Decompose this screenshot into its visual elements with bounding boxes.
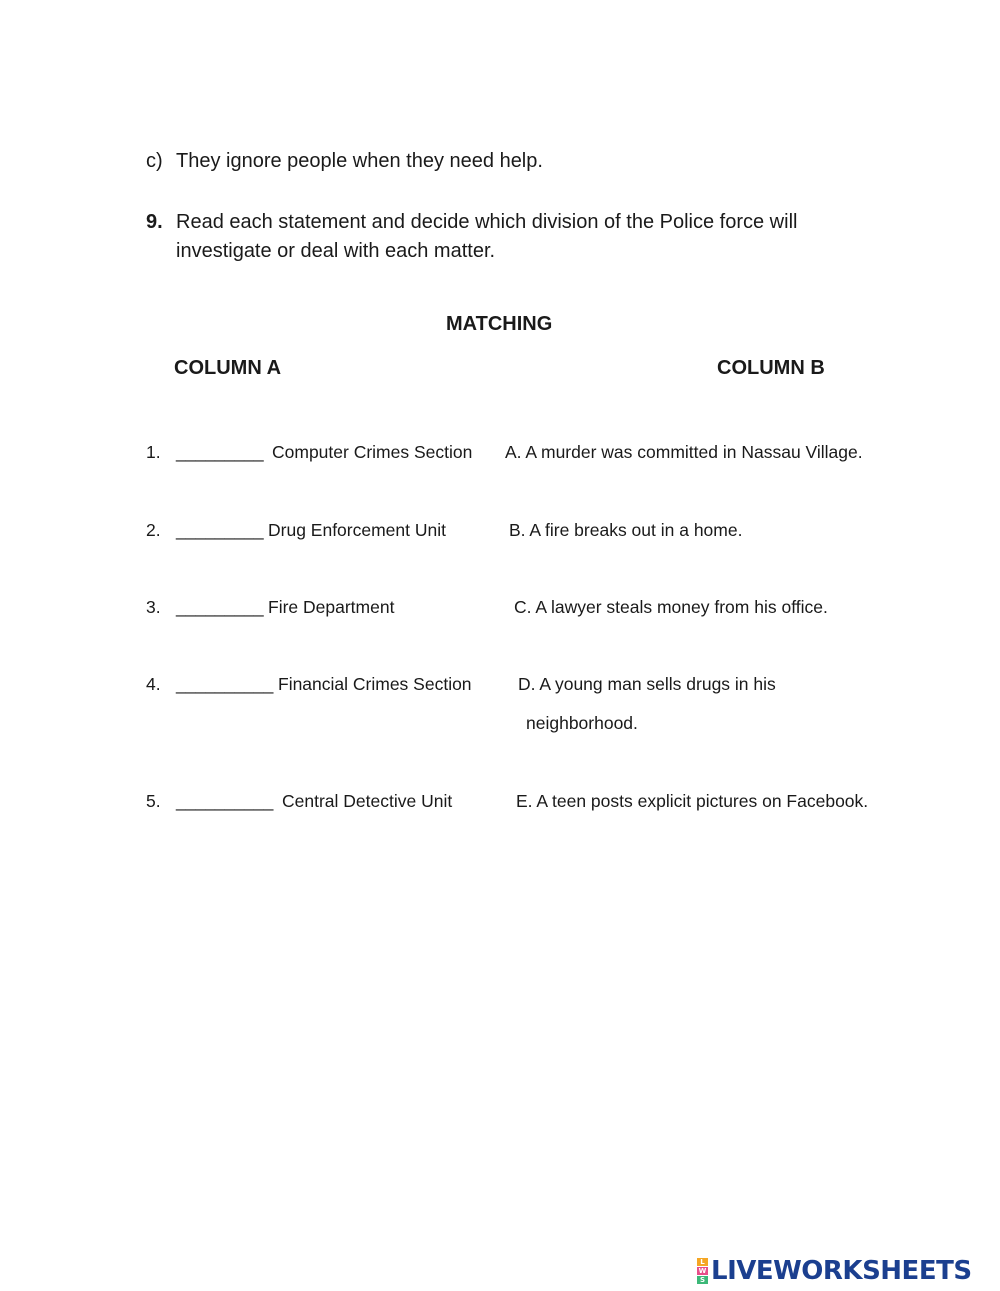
column-b-statement: D. A young man sells drugs in his bbox=[518, 674, 776, 694]
logo-mark-icon bbox=[697, 1258, 708, 1284]
item-number: 2. bbox=[146, 520, 161, 540]
answer-blank[interactable]: __________ bbox=[176, 791, 274, 811]
item-number: 1. bbox=[146, 442, 161, 462]
column-a-term: Fire Department bbox=[268, 597, 395, 617]
logo-letter: W bbox=[698, 1267, 707, 1275]
item-number: 5. bbox=[146, 791, 161, 811]
column-a-term: Drug Enforcement Unit bbox=[268, 520, 446, 540]
column-b-statement: C. A lawyer steals money from his office. bbox=[514, 597, 828, 617]
column-a-term: Central Detective Unit bbox=[282, 791, 453, 811]
option-c-marker: c) bbox=[146, 150, 163, 172]
answer-blank[interactable]: _________ bbox=[176, 597, 264, 617]
matching-title: MATCHING bbox=[446, 313, 553, 335]
logo-text: LIVEWORKSHEETS bbox=[711, 1256, 972, 1286]
column-b-statement: A. A murder was committed in Nassau Village. bbox=[505, 442, 863, 462]
column-b-header: COLUMN B bbox=[717, 357, 825, 379]
question-9-line-2: investigate or deal with each matter. bbox=[176, 240, 496, 262]
answer-blank[interactable]: __________ bbox=[176, 674, 274, 694]
column-b-statement: B. A fire breaks out in a home. bbox=[509, 520, 743, 540]
liveworksheets-logo bbox=[697, 1254, 972, 1288]
column-a-term: Computer Crimes Section bbox=[272, 442, 473, 462]
option-c-text: They ignore people when they need help. bbox=[176, 150, 543, 172]
answer-blank[interactable]: _________ bbox=[176, 442, 264, 462]
question-9-line-1: Read each statement and decide which division of the Police force will bbox=[176, 211, 798, 233]
logo-letter: L bbox=[697, 1258, 708, 1266]
column-b-statement-continued: neighborhood. bbox=[526, 713, 638, 733]
item-number: 4. bbox=[146, 674, 161, 694]
column-a-header: COLUMN A bbox=[174, 357, 282, 379]
answer-blank[interactable]: _________ bbox=[176, 520, 264, 540]
column-b-statement: E. A teen posts explicit pictures on Facebook. bbox=[516, 791, 869, 811]
question-9-number: 9. bbox=[146, 211, 163, 233]
logo-letter: S bbox=[697, 1276, 708, 1284]
item-number: 3. bbox=[146, 597, 161, 617]
column-a-term: Financial Crimes Section bbox=[278, 674, 472, 694]
